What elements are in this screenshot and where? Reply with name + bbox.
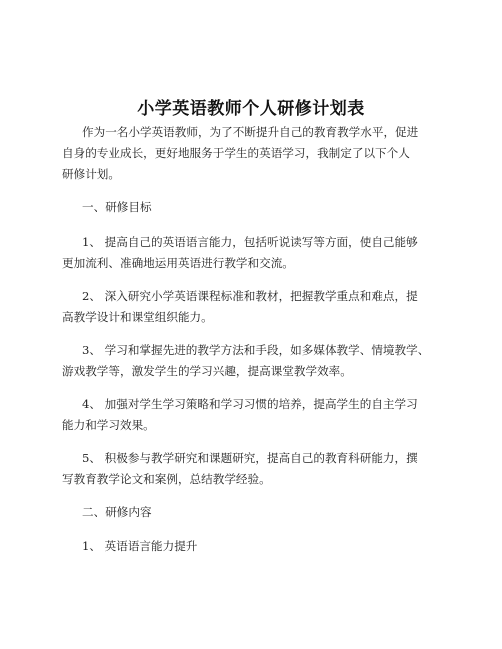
intro-paragraph	[62, 122, 442, 185]
section-heading-goals: 一、研修目标	[82, 200, 152, 214]
content-item: 1、 英语语言能力提升	[82, 539, 198, 553]
document-title: 小学英语教师个人研修计划表	[137, 99, 365, 119]
goal-item: 3、 学习和掌握先进的教学方法和手段，如多媒体教学、情境教学、 游戏教学等，激发学生的学习兴趣，提高课堂教学效率。	[62, 343, 430, 378]
goal-item: 5、 积极参与教学研究和课题研究，提高自己的教育科研能力，撰 写教育教学论文和案例，总结教学经验。	[62, 451, 418, 486]
intro-line: 研修计划。	[62, 167, 120, 181]
intro-line: 自身的专业成长，更好地服务于学生的英语学习，我制定了以下个人	[62, 146, 410, 160]
section-heading-content: 二、研修内容	[82, 505, 152, 519]
goal-item: 2、 深入研究小学英语课程标准和教材，把握教学重点和难点，提 高教学设计和课堂组织能力。	[62, 289, 418, 324]
goal-item: 1、 提高自己的英语语言能力，包括听说读写等方面，使自己能够 更加流利、准确地运用英语进行教学和交流。	[62, 235, 418, 270]
goal-item: 4、 加强对学生学习策略和学习习惯的培养，提高学生的自主学习 能力和学习效果。	[62, 397, 418, 432]
intro-line: 作为一名小学英语教师，为了不断提升自己的教育教学水平，促进	[82, 125, 419, 139]
